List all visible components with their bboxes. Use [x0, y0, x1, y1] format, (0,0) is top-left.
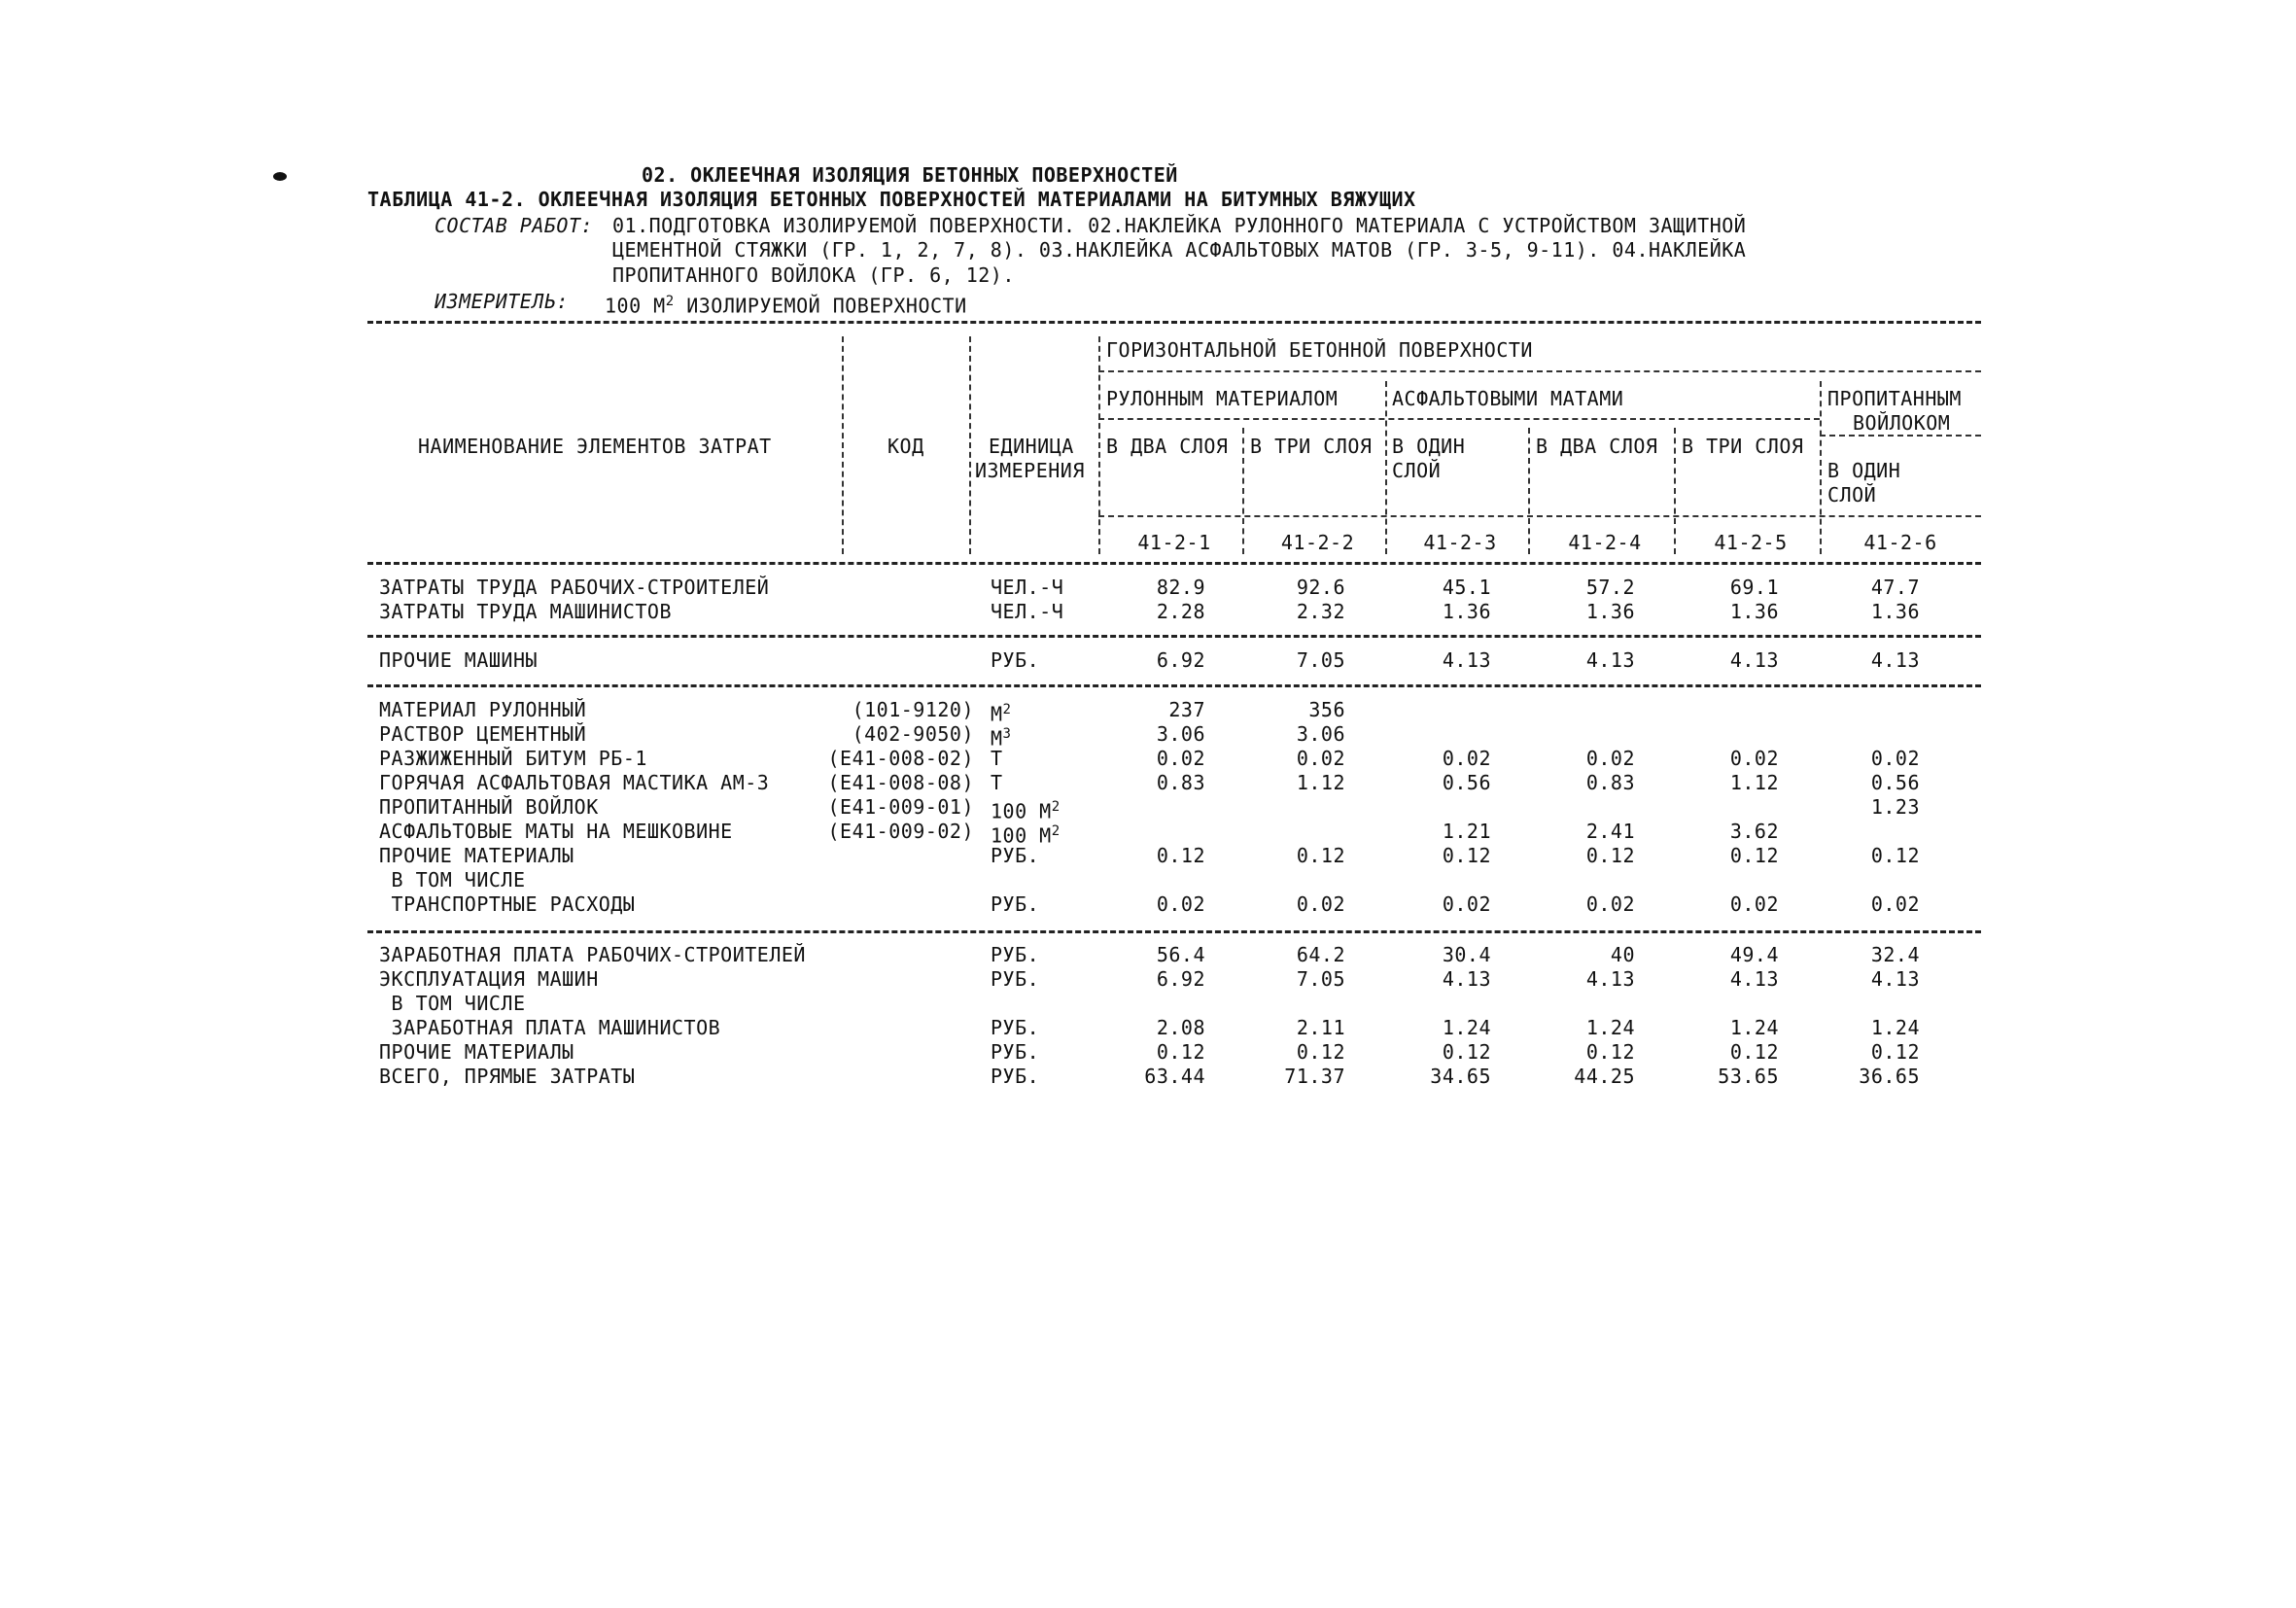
unit-text: РУБ. — [991, 844, 1040, 867]
row-7-value-6: 0.56 — [1870, 771, 1920, 794]
row-2-name: ЗАТРАТЫ ТРУДА МАШИНИСТОВ — [379, 600, 672, 623]
row-3-value-1: 6.92 — [1156, 648, 1205, 672]
rule-top — [367, 321, 1981, 324]
unit-text: 100 М — [991, 823, 1052, 848]
row-12-value-5: 0.02 — [1729, 892, 1779, 916]
header-col2: В ТРИ СЛОЯ — [1250, 435, 1373, 458]
row-3-value-2: 7.05 — [1296, 648, 1345, 672]
row-1-value-2: 92.6 — [1296, 576, 1345, 599]
row-7-value-2: 1.12 — [1296, 771, 1345, 794]
row-6-value-5: 0.02 — [1729, 747, 1779, 770]
row-7-value-5: 1.12 — [1729, 771, 1779, 794]
divider-col5-col6 — [1820, 381, 1822, 554]
row-9-value-4: 2.41 — [1585, 820, 1635, 843]
work-line-1: 01.ПОДГОТОВКА ИЗОЛИРУЕМОЙ ПОВЕРХНОСТИ. 02.НАКЛЕЙКА РУЛОННОГО МАТЕРИАЛА С УСТРОЙСТВОМ ЗАЩИТНОЙ — [612, 214, 1747, 237]
row-12-value-3: 0.02 — [1442, 892, 1491, 916]
row-17-value-5: 0.12 — [1729, 1040, 1779, 1064]
row-14-unit — [991, 967, 1039, 991]
divider-col3-col4 — [1528, 428, 1530, 554]
row-18-value-4: 44.25 — [1574, 1065, 1635, 1088]
row-12-value-1: 0.02 — [1156, 892, 1205, 916]
measure-prefix: 100 М — [605, 294, 666, 318]
header-unit-2: ИЗМЕРЕНИЯ — [975, 459, 1085, 482]
unit-exponent: 3 — [1002, 726, 1012, 742]
row-10-value-3: 0.12 — [1442, 844, 1491, 867]
row-8-value-6: 1.23 — [1870, 795, 1920, 819]
row-3-value-3: 4.13 — [1442, 648, 1491, 672]
row-10-value-4: 0.12 — [1585, 844, 1635, 867]
header-code-2: 41-2-2 — [1280, 531, 1355, 554]
header-col6-2: СЛОЙ — [1827, 483, 1877, 507]
row-9-code: (Е41-009-02) — [827, 820, 974, 843]
row-14-value-4: 4.13 — [1585, 967, 1635, 991]
row-13-name: ЗАРАБОТНАЯ ПЛАТА РАБОЧИХ-СТРОИТЕЛЕЙ — [379, 943, 806, 966]
row-13-value-1: 56.4 — [1156, 943, 1205, 966]
row-16-value-5: 1.24 — [1729, 1016, 1779, 1039]
row-13-value-5: 49.4 — [1729, 943, 1779, 966]
divider-col2-col3 — [1385, 381, 1387, 554]
header-col4: В ДВА СЛОЯ — [1536, 435, 1658, 458]
row-2-value-3: 1.36 — [1442, 600, 1491, 623]
header-sub-felt-1: ПРОПИТАННЫМ — [1827, 387, 1962, 410]
row-5-value-1: 3.06 — [1156, 722, 1205, 746]
header-sub-roll: РУЛОННЫМ МАТЕРИАЛОМ — [1106, 387, 1339, 410]
row-16-unit — [991, 1016, 1039, 1039]
work-line-3: ПРОПИТАННОГО ВОЙЛОКА (ГР. 6, 12). — [612, 263, 1015, 287]
row-12-value-6: 0.02 — [1870, 892, 1920, 916]
row-8-code: (Е41-009-01) — [827, 795, 974, 819]
unit-text: РУБ. — [991, 967, 1040, 991]
row-10-unit — [991, 844, 1039, 867]
row-8-name: ПРОПИТАННЫЙ ВОЙЛОК — [379, 795, 599, 819]
header-code-3: 41-2-3 — [1423, 531, 1497, 554]
unit-text: РУБ. — [991, 1016, 1040, 1039]
row-1-unit — [991, 576, 1063, 599]
row-5-code: (402-9050) — [852, 722, 974, 746]
rule-section-2 — [367, 684, 1981, 687]
header-code-1: 41-2-1 — [1137, 531, 1211, 554]
measure-sup: 2 — [665, 294, 675, 309]
row-12-value-2: 0.02 — [1296, 892, 1345, 916]
row-2-value-1: 2.28 — [1156, 600, 1205, 623]
row-3-unit — [991, 648, 1039, 672]
row-18-value-6: 36.65 — [1859, 1065, 1920, 1088]
row-2-value-5: 1.36 — [1729, 600, 1779, 623]
header-col1: В ДВА СЛОЯ — [1106, 435, 1229, 458]
row-4-value-1: 237 — [1168, 698, 1205, 721]
measure-label: ИЗМЕРИТЕЛЬ: — [435, 290, 569, 313]
row-17-value-2: 0.12 — [1296, 1040, 1345, 1064]
rule-codes — [1098, 515, 1981, 517]
header-sub-asph: АСФАЛЬТОВЫМИ МАТАМИ — [1392, 387, 1624, 410]
header-col3-1: В ОДИН — [1392, 435, 1466, 458]
unit-text: РУБ. — [991, 892, 1040, 916]
row-10-value-5: 0.12 — [1729, 844, 1779, 867]
rule-group — [1098, 370, 1981, 372]
rule-section-1 — [367, 635, 1981, 638]
work-label: СОСТАВ РАБОТ: — [435, 214, 594, 237]
row-3-value-4: 4.13 — [1585, 648, 1635, 672]
row-12-name: ТРАНСПОРТНЫЕ РАСХОДЫ — [379, 892, 636, 916]
row-1-value-1: 82.9 — [1156, 576, 1205, 599]
row-15-name: В ТОМ ЧИСЛЕ — [379, 992, 526, 1015]
row-3-value-5: 4.13 — [1729, 648, 1779, 672]
row-7-value-4: 0.83 — [1585, 771, 1635, 794]
row-12-unit — [991, 892, 1039, 916]
table-title: ТАБЛИЦА 41-2. ОКЛЕЕЧНАЯ ИЗОЛЯЦИЯ БЕТОННЫХ ПОВЕРХНОСТЕЙ МАТЕРИАЛАМИ НА БИТУМНЫХ ВЯЖУЩИХ — [367, 188, 1416, 211]
unit-text: РУБ. — [991, 1065, 1040, 1088]
row-18-value-1: 63.44 — [1144, 1065, 1205, 1088]
row-18-value-5: 53.65 — [1718, 1065, 1779, 1088]
unit-text: РУБ. — [991, 648, 1040, 672]
row-1-value-6: 47.7 — [1870, 576, 1920, 599]
row-16-value-1: 2.08 — [1156, 1016, 1205, 1039]
row-18-unit — [991, 1065, 1039, 1088]
rule-sub — [1098, 418, 1820, 420]
row-17-value-4: 0.12 — [1585, 1040, 1635, 1064]
row-7-unit — [991, 771, 1003, 794]
row-6-value-4: 0.02 — [1585, 747, 1635, 770]
row-17-unit — [991, 1040, 1039, 1064]
unit-text: 100 М — [991, 799, 1052, 823]
unit-text: ЧЕЛ.-Ч — [991, 600, 1064, 623]
row-9-value-3: 1.21 — [1442, 820, 1491, 843]
row-6-name: РАЗЖИЖЕННЫЙ БИТУМ РБ-1 — [379, 747, 647, 770]
header-name: НАИМЕНОВАНИЕ ЭЛЕМЕНТОВ ЗАТРАТ — [418, 435, 772, 458]
row-6-value-3: 0.02 — [1442, 747, 1491, 770]
row-14-name: ЭКСПЛУАТАЦИЯ МАШИН — [379, 967, 599, 991]
row-13-unit — [991, 943, 1039, 966]
row-4-name: МАТЕРИАЛ РУЛОННЫЙ — [379, 698, 587, 721]
row-13-value-3: 30.4 — [1442, 943, 1491, 966]
measure-suffix: ИЗОЛИРУЕМОЙ ПОВЕРХНОСТИ — [674, 294, 967, 318]
row-11-name: В ТОМ ЧИСЛЕ — [379, 868, 526, 891]
row-16-value-4: 1.24 — [1585, 1016, 1635, 1039]
row-5-value-2: 3.06 — [1296, 722, 1345, 746]
rule-head-bottom — [367, 562, 1981, 565]
row-10-name: ПРОЧИЕ МАТЕРИАЛЫ — [379, 844, 574, 867]
row-16-value-6: 1.24 — [1870, 1016, 1920, 1039]
unit-text: РУБ. — [991, 1040, 1040, 1064]
row-6-value-2: 0.02 — [1296, 747, 1345, 770]
row-14-value-5: 4.13 — [1729, 967, 1779, 991]
header-unit-1: ЕДИНИЦА — [989, 435, 1074, 458]
row-6-value-1: 0.02 — [1156, 747, 1205, 770]
unit-exponent: 2 — [1002, 702, 1012, 717]
row-16-name: ЗАРАБОТНАЯ ПЛАТА МАШИНИСТОВ — [379, 1016, 721, 1039]
header-sub-felt-2: ВОЙЛОКОМ — [1853, 411, 1951, 435]
row-6-code: (Е41-008-02) — [827, 747, 974, 770]
unit-text: М — [991, 702, 1003, 726]
row-7-code: (Е41-008-08) — [827, 771, 974, 794]
row-9-value-5: 3.62 — [1729, 820, 1779, 843]
measure-text — [605, 290, 967, 318]
row-18-name: ВСЕГО, ПРЯМЫЕ ЗАТРАТЫ — [379, 1065, 636, 1088]
row-18-value-3: 34.65 — [1430, 1065, 1491, 1088]
row-1-value-3: 45.1 — [1442, 576, 1491, 599]
scan-mark — [273, 172, 287, 181]
row-13-value-6: 32.4 — [1870, 943, 1920, 966]
row-17-name: ПРОЧИЕ МАТЕРИАЛЫ — [379, 1040, 574, 1064]
row-13-value-2: 64.2 — [1296, 943, 1345, 966]
divider-code-unit — [969, 336, 971, 554]
row-14-value-6: 4.13 — [1870, 967, 1920, 991]
unit-text: М — [991, 726, 1003, 751]
row-10-value-2: 0.12 — [1296, 844, 1345, 867]
row-2-value-2: 2.32 — [1296, 600, 1345, 623]
row-5-name: РАСТВОР ЦЕМЕНТНЫЙ — [379, 722, 587, 746]
row-2-value-4: 1.36 — [1585, 600, 1635, 623]
row-12-value-4: 0.02 — [1585, 892, 1635, 916]
header-group: ГОРИЗОНТАЛЬНОЙ БЕТОННОЙ ПОВЕРХНОСТИ — [1106, 338, 1533, 362]
unit-exponent: 2 — [1051, 799, 1061, 815]
row-1-value-5: 69.1 — [1729, 576, 1779, 599]
row-16-value-3: 1.24 — [1442, 1016, 1491, 1039]
row-14-value-1: 6.92 — [1156, 967, 1205, 991]
rule-sub-felt — [1820, 435, 1981, 437]
section-title: 02. ОКЛЕЕЧНАЯ ИЗОЛЯЦИЯ БЕТОННЫХ ПОВЕРХНОСТЕЙ — [642, 163, 1178, 187]
row-17-value-1: 0.12 — [1156, 1040, 1205, 1064]
unit-text: РУБ. — [991, 943, 1040, 966]
row-13-value-4: 40 — [1610, 943, 1635, 966]
header-col5: В ТРИ СЛОЯ — [1682, 435, 1804, 458]
row-7-value-1: 0.83 — [1156, 771, 1205, 794]
row-1-name: ЗАТРАТЫ ТРУДА РАБОЧИХ-СТРОИТЕЛЕЙ — [379, 576, 770, 599]
row-7-name: ГОРЯЧАЯ АСФАЛЬТОВАЯ МАСТИКА АМ-3 — [379, 771, 770, 794]
row-3-value-6: 4.13 — [1870, 648, 1920, 672]
row-17-value-6: 0.12 — [1870, 1040, 1920, 1064]
unit-exponent: 2 — [1051, 823, 1061, 839]
divider-col4-col5 — [1674, 428, 1676, 554]
header-col6-1: В ОДИН — [1827, 459, 1901, 482]
rule-section-3 — [367, 930, 1981, 933]
divider-name-code — [842, 336, 844, 554]
row-14-value-3: 4.13 — [1442, 967, 1491, 991]
row-10-value-6: 0.12 — [1870, 844, 1920, 867]
row-4-value-2: 356 — [1308, 698, 1345, 721]
row-9-name: АСФАЛЬТОВЫЕ МАТЫ НА МЕШКОВИНЕ — [379, 820, 733, 843]
header-code-4: 41-2-4 — [1568, 531, 1642, 554]
row-2-unit — [991, 600, 1063, 623]
divider-col1-col2 — [1242, 428, 1244, 554]
header-col3-2: СЛОЙ — [1392, 459, 1442, 482]
row-16-value-2: 2.11 — [1296, 1016, 1345, 1039]
row-6-unit — [991, 747, 1003, 770]
header-code-5: 41-2-5 — [1714, 531, 1788, 554]
work-line-2: ЦЕМЕНТНОЙ СТЯЖКИ (ГР. 1, 2, 7, 8). 03.НАКЛЕЙКА АСФАЛЬТОВЫХ МАТОВ (ГР. 3-5, 9-11). 04.НАКЛЕЙКА — [612, 238, 1747, 262]
unit-text: Т — [991, 747, 1003, 770]
divider-unit-data — [1098, 336, 1100, 554]
header-code-6: 41-2-6 — [1863, 531, 1937, 554]
row-17-value-3: 0.12 — [1442, 1040, 1491, 1064]
row-4-code: (101-9120) — [852, 698, 974, 721]
row-10-value-1: 0.12 — [1156, 844, 1205, 867]
row-2-value-6: 1.36 — [1870, 600, 1920, 623]
row-7-value-3: 0.56 — [1442, 771, 1491, 794]
unit-text: Т — [991, 771, 1003, 794]
row-3-name: ПРОЧИЕ МАШИНЫ — [379, 648, 539, 672]
row-1-value-4: 57.2 — [1585, 576, 1635, 599]
row-18-value-2: 71.37 — [1284, 1065, 1345, 1088]
header-code: КОД — [887, 435, 924, 458]
row-14-value-2: 7.05 — [1296, 967, 1345, 991]
row-6-value-6: 0.02 — [1870, 747, 1920, 770]
unit-text: ЧЕЛ.-Ч — [991, 576, 1064, 599]
